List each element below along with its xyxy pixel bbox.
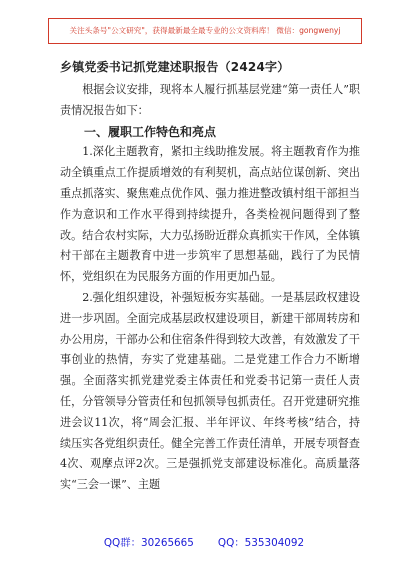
body-paragraph-2: 2.强化组织建设，补强短板夯实基础。一是基层政权建设进一步巩固。全面完成基层政权建设项目，新建干部周转房和办公用房，干部办公和住宿条件得到较大改善，有效激发了干事创业的热情，夯实了党建基础。二是党建工作合力不断增强。全面落实抓党建党委主体责任和党委书记第一责任人责任，分管领导分管责任和包抓领导包抓责任。召开党建研究推进会议11次，将“周会汇报、半年评议、年终考核”结合，持续压实各党组织责任。健全完善工作责任清单，开展专项督查4次、观摩点评2次。三是强抓党支部建设标准化。高质量落实“三会一课”、主题 (60, 290, 360, 492)
intro-paragraph: 根据会议安排，现将本人履行抓基层党建“第一责任人”职责情况报告如下： (60, 83, 360, 117)
qq-contact-text: QQ：535304092 (217, 537, 305, 549)
header-banner: 关注头条号"公文研究"，获得最新最全最专业的公文资料库！ 微信：gongwenyj (48, 18, 362, 44)
footer-contact (0, 534, 408, 549)
qq-group-text: QQ群：30265665 (103, 537, 194, 549)
document-body (60, 80, 360, 496)
section-heading: 一、履职工作特色和亮点 (84, 124, 217, 139)
body-paragraph-1: 1.深化主题教育，紧扣主线助推发展。将主题教育作为推动全镇重点工作提质增效的有利契机，高点站位谋创新、突出重点抓落实、聚焦难点优作风、强力推进整改镇村组干部担当作为意识和工作水平得到持续提升，各类检视问题得到了整改。结合农村实际，大力弘扬盼近群众真抓实干作风，全体镇村干部在主题教育中进一步筑牢了思想基础，践行了为民情怀，党组织在为民服务方面的作用更加凸显。 (60, 145, 360, 284)
document-title: 乡镇党委书记抓党建述职报告（2424字） (60, 60, 290, 74)
